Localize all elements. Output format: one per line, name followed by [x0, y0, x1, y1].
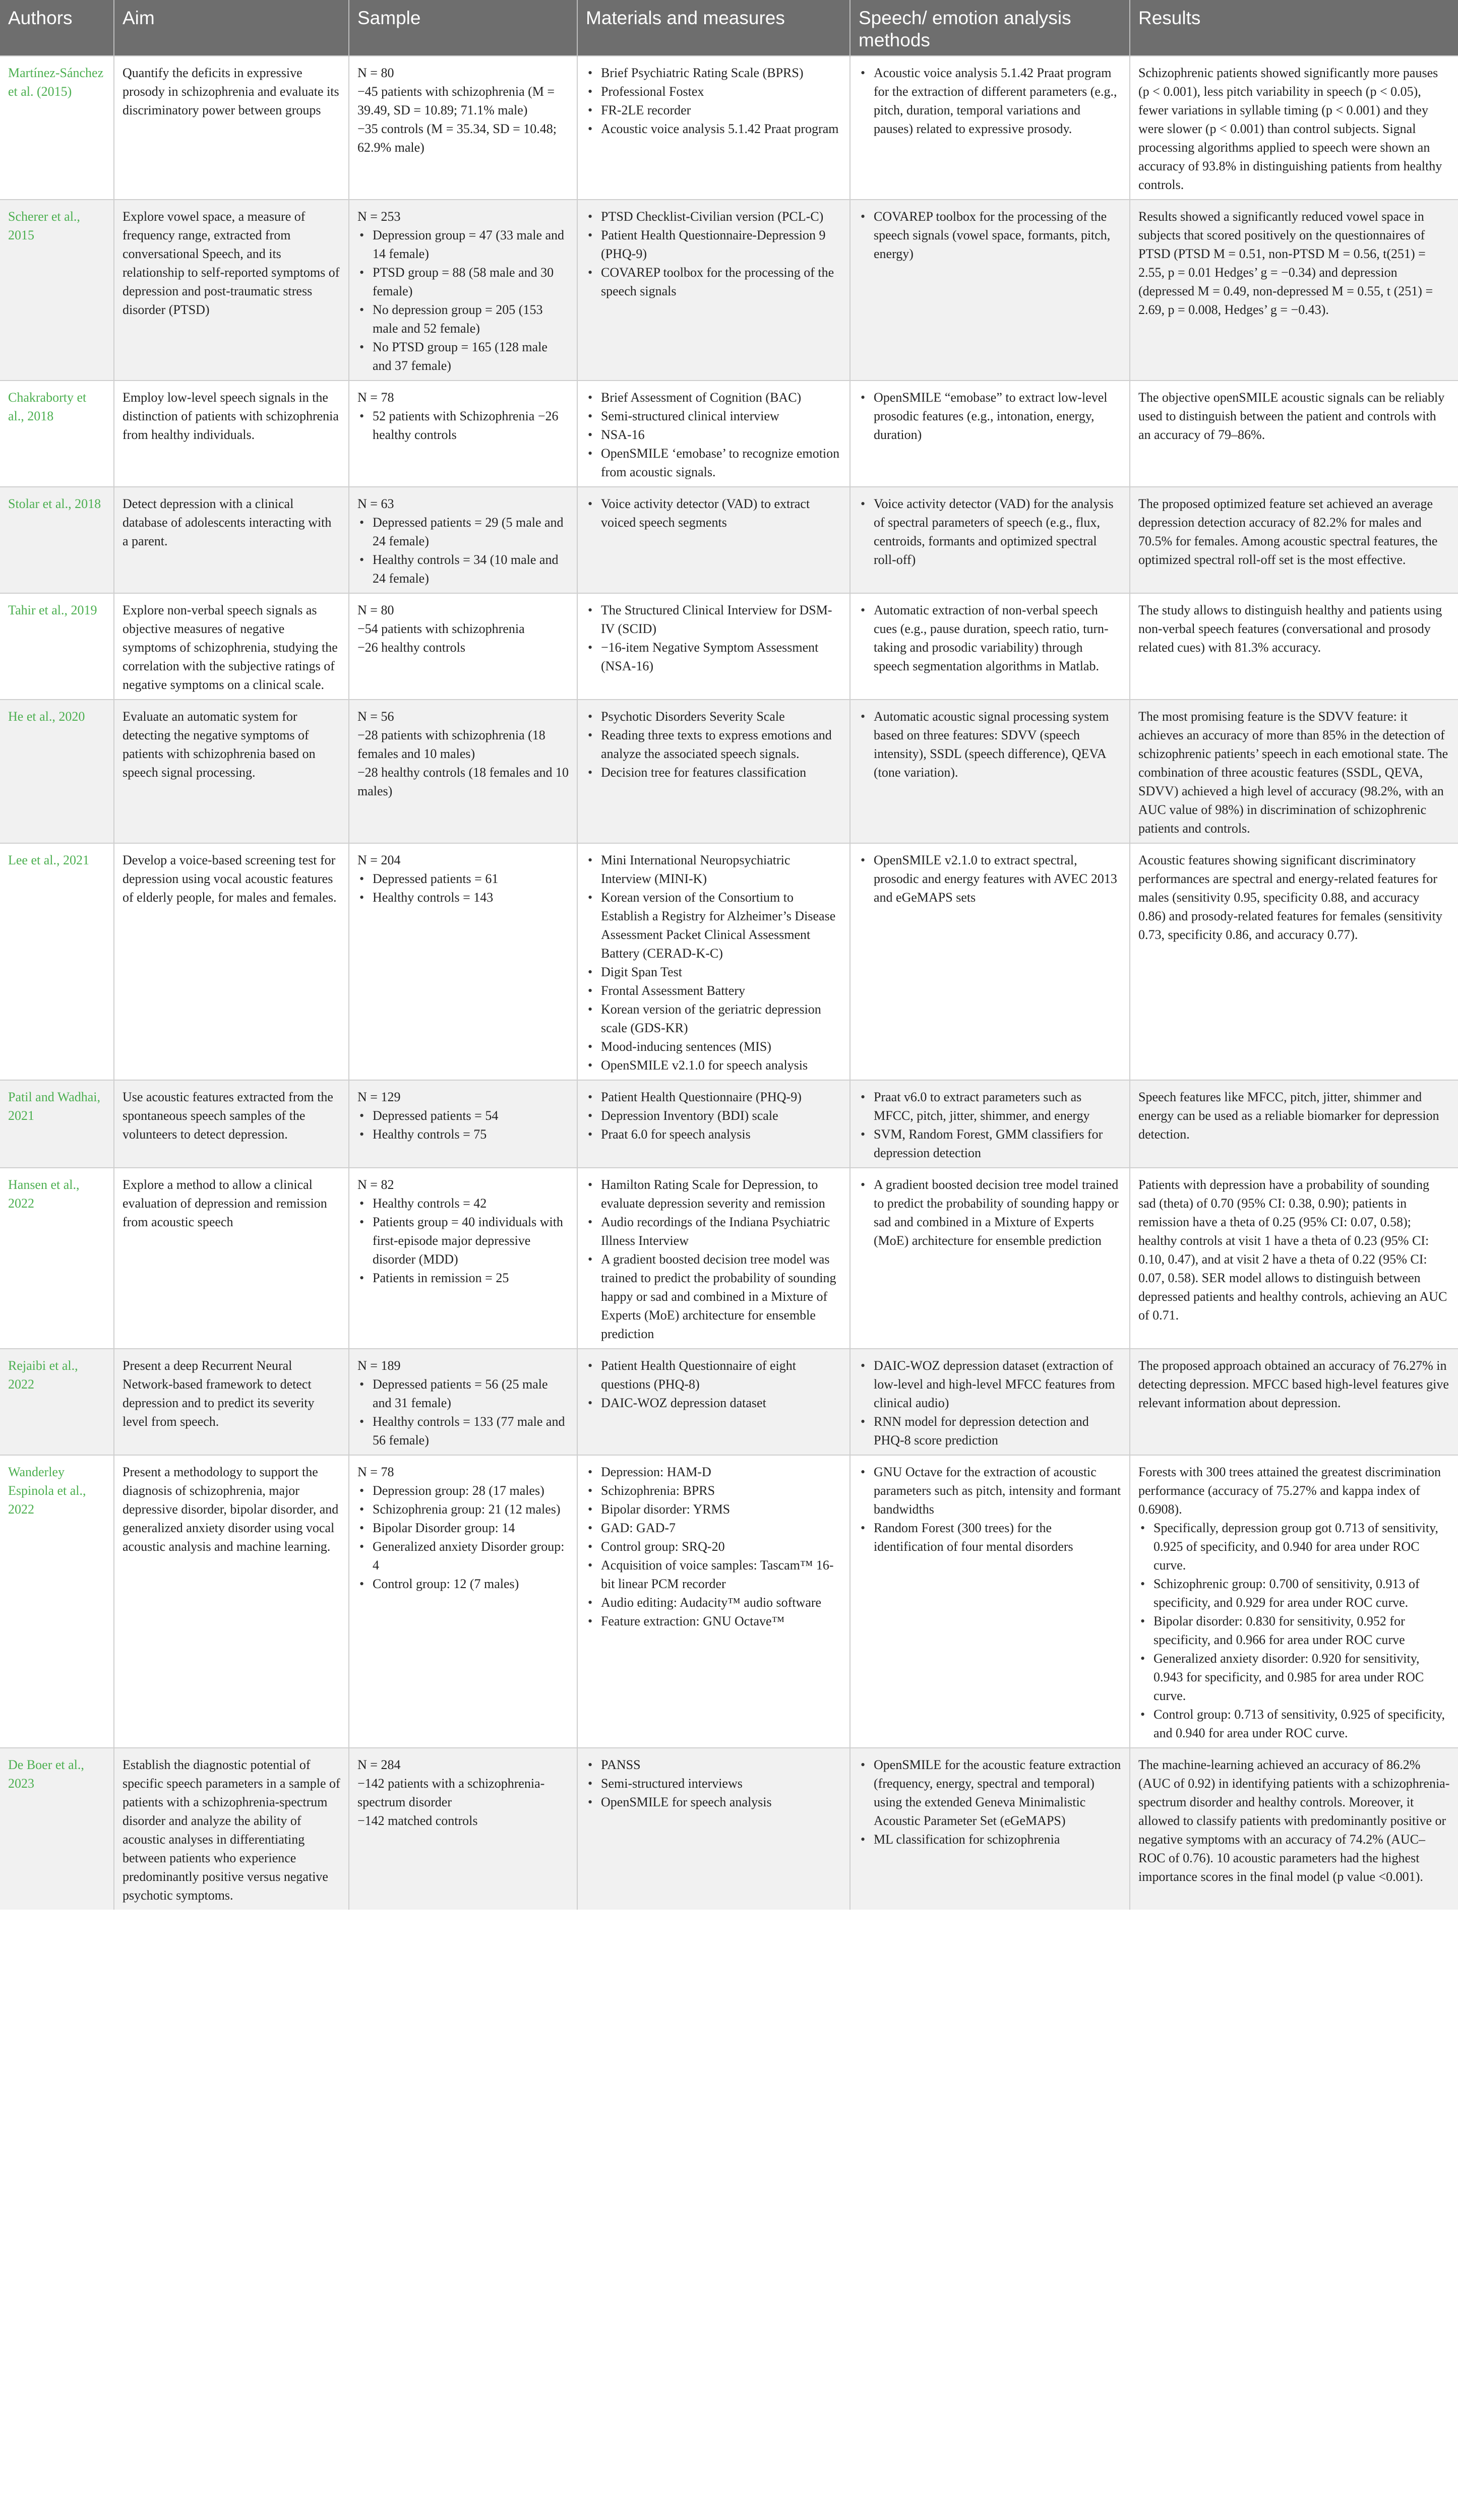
material-list: [586, 601, 841, 675]
material-item: • Decision tree for features classification: [601, 763, 841, 782]
cell-sample: [349, 1168, 577, 1349]
cell-results: [1130, 1748, 1458, 1910]
cell-results: [1130, 487, 1458, 593]
cell-sample: [349, 1349, 577, 1455]
material-item: • Control group: SRQ-20: [601, 1537, 841, 1556]
method-item: • RNN model for depression detection and PHQ-8 score prediction: [874, 1412, 1121, 1450]
cell-materials: [577, 200, 850, 381]
cell-results: [1130, 200, 1458, 381]
material-item: • GAD: GAD-7: [601, 1519, 841, 1537]
sample-item: • Generalized anxiety Disorder group: 4: [373, 1537, 569, 1574]
cell-methods: [850, 1168, 1130, 1349]
result-text: The proposed optimized feature set achieved an average depression detection accuracy of 82.2% for males and 70.5% for females. Among acoustic spectral features, the optimized spectral roll-off set is the most effective.: [1138, 496, 1438, 567]
table-row: [0, 1455, 1458, 1748]
cell-aim: Establish the diagnostic potential of specific speech parameters in a sample of patients with a schizophrenia-spectrum disorder and analyze the ability of acoustic analyses in differentiating between patients who experience predominantly positive versus negative psychotic symptoms.: [114, 1748, 349, 1910]
table-row: [0, 700, 1458, 843]
cell-author[interactable]: Scherer et al., 2015: [8, 209, 80, 242]
table-row: [0, 1080, 1458, 1168]
method-item: • Automatic extraction of non-verbal speech cues (e.g., pause duration, speech ratio, turn-taking and prosodic variability) through speech segmentation algorithms in Matlab.: [874, 601, 1121, 675]
sample-list: [357, 513, 569, 588]
cell-aim: Detect depression with a clinical database of adolescents interacting with a parent.: [114, 487, 349, 593]
cell-author[interactable]: Hansen et al., 2022: [8, 1177, 80, 1211]
result-text: Schizophrenic patients showed significantly more pauses (p < 0.001), less pitch variability in speech (p < 0.05), fewer variations in syllable timing (p < 0.001) and they were slower (p < 0.001) than control subjects. Signal processing algorithms applied to speech were shown an accuracy of 93.8% in distinguishing patients from healthy controls.: [1138, 66, 1442, 192]
method-item: • Voice activity detector (VAD) for the analysis of spectral parameters of speech (e.g., flux, centroids, formants and optimized spectral roll-off): [874, 494, 1121, 569]
method-list: [859, 601, 1121, 675]
cell-aim: Evaluate an automatic system for detecting the negative symptoms of patients with schizophrenia based on speech signal processing.: [114, 700, 349, 843]
cell-materials: [577, 487, 850, 593]
cell-materials: [577, 1455, 850, 1748]
sample-item: • Depressed patients = 29 (5 male and 24 female): [373, 513, 569, 550]
cell-author[interactable]: Lee et al., 2021: [8, 853, 89, 867]
table-header-row: [0, 0, 1458, 56]
material-item: • OpenSMILE v2.1.0 for speech analysis: [601, 1056, 841, 1075]
cell-author[interactable]: De Boer et al., 2023: [8, 1757, 84, 1791]
sample-item: • Schizophrenia group: 21 (12 males): [373, 1500, 569, 1519]
cell-aim: Quantify the deficits in expressive prosody in schizophrenia and evaluate its discriminatory power between groups: [114, 56, 349, 200]
table-row: [0, 843, 1458, 1080]
result-text: Speech features like MFCC, pitch, jitter, shimmer and energy can be used as a reliable biomarker for depression detection.: [1138, 1090, 1439, 1142]
cell-sample: [349, 56, 577, 200]
method-list: [859, 1463, 1121, 1556]
material-list: [586, 1755, 841, 1811]
header-authors: Authors: [8, 8, 73, 28]
sample-line: N = 284: [357, 1757, 401, 1772]
cell-results: [1130, 1349, 1458, 1455]
sample-list: [357, 1194, 569, 1287]
material-item: • Voice activity detector (VAD) to extract voiced speech segments: [601, 494, 841, 532]
result-item: • Control group: 0.713 of sensitivity, 0.925 of specificity, and 0.940 for area under ROC curve.: [1153, 1705, 1450, 1742]
material-item: • COVAREP toolbox for the processing of the speech signals: [601, 263, 841, 300]
method-item: • GNU Octave for the extraction of acoustic parameters such as pitch, intensity and formant bandwidths: [874, 1463, 1121, 1519]
cell-aim: Explore non-verbal speech signals as objective measures of negative symptoms of schizophrenia, studying the correlation with the subjective ratings of negative symptoms on a clinical scale.: [114, 593, 349, 700]
result-item: • Generalized anxiety disorder: 0.920 for sensitivity, 0.943 for specificity, and 0.985 for area under ROC curve.: [1153, 1649, 1450, 1705]
sample-item: • Bipolar Disorder group: 14: [373, 1519, 569, 1537]
material-item: • Reading three texts to express emotions and analyze the associated speech signals.: [601, 726, 841, 763]
header-sample: Sample: [349, 0, 577, 56]
method-item: • Praat v6.0 to extract parameters such as MFCC, pitch, jitter, shimmer, and energy: [874, 1088, 1121, 1125]
sample-intro: N = 129: [357, 1090, 401, 1104]
material-item: • Patient Health Questionnaire (PHQ-9): [601, 1088, 841, 1106]
cell-sample: [349, 1080, 577, 1168]
sample-item: • Depression group = 47 (33 male and 14 female): [373, 226, 569, 263]
sample-list: [357, 226, 569, 375]
result-text: Patients with depression have a probability of sounding sad (theta) of 0.70 (95% CI: 0.38, 0.90); patients in remission have a theta of 0.25 (95% CI: 0.07, 0.58); healthy controls at visit 1 have a theta of 0.23 (95% CI: 0.10, 0.47), and at visit 2 have a theta of 0.22 (95% CI: 0.07, 0.58). SER model allows to distinguish between depressed patients and healthy controls, achieving an AUC of 0.71.: [1138, 1177, 1447, 1322]
cell-methods: [850, 381, 1130, 487]
method-item: • DAIC-WOZ depression dataset (extraction of low-level and high-level MFCC features from clinical audio): [874, 1356, 1121, 1412]
material-list: [586, 707, 841, 782]
table-row: [0, 381, 1458, 487]
table-row: [0, 1349, 1458, 1455]
sample-lines: [357, 707, 569, 800]
cell-materials: [577, 1748, 850, 1910]
sample-item: • Healthy controls = 34 (10 male and 24 female): [373, 550, 569, 588]
cell-aim: Use acoustic features extracted from the spontaneous speech samples of the volunteers to detect depression.: [114, 1080, 349, 1168]
table-row: [0, 593, 1458, 700]
material-list: [586, 64, 841, 138]
cell-methods: [850, 200, 1130, 381]
material-list: [586, 207, 841, 300]
cell-aim: Employ low-level speech signals in the distinction of patients with schizophrenia from healthy individuals.: [114, 381, 349, 487]
cell-materials: [577, 843, 850, 1080]
sample-item: • Healthy controls = 143: [373, 888, 569, 907]
cell-aim: Develop a voice-based screening test for depression using vocal acoustic features of elderly people, for males and females.: [114, 843, 349, 1080]
cell-results: [1130, 1455, 1458, 1748]
sample-item: • No depression group = 205 (153 male and 52 female): [373, 300, 569, 338]
method-list: [859, 707, 1121, 782]
material-item: • OpenSMILE for speech analysis: [601, 1793, 841, 1811]
table-row: [0, 200, 1458, 381]
material-item: • PANSS: [601, 1755, 841, 1774]
sample-item: • Patients group = 40 individuals with first-episode major depressive disorder (MDD): [373, 1213, 569, 1269]
method-item: • Acoustic voice analysis 5.1.42 Praat program for the extraction of different parameters (e.g., pitch, duration, temporal variations and pauses) related to expressive prosody.: [874, 64, 1121, 138]
cell-materials: [577, 381, 850, 487]
sample-item: • Depression group: 28 (17 males): [373, 1481, 569, 1500]
sample-intro: N = 78: [357, 390, 394, 405]
sample-intro: N = 189: [357, 1358, 401, 1373]
table-row: [0, 1748, 1458, 1910]
cell-materials: [577, 56, 850, 200]
material-item: • −16-item Negative Symptom Assessment (NSA-16): [601, 638, 841, 675]
result-text: The machine-learning achieved an accuracy of 86.2% (AUC of 0.92) in identifying patients with a schizophrenia-spectrum disorder and healthy controls. Moreover, it allowed to classify patients with predominantly positive or negative symptoms with an accuracy of 74.2% (AUC–ROC of 0.76). 10 acoustic parameters had the highest importance scores in the final model (p value <0.001).: [1138, 1757, 1450, 1884]
material-item: • Psychotic Disorders Severity Scale: [601, 707, 841, 726]
material-list: [586, 851, 841, 1075]
method-list: [859, 851, 1121, 907]
material-item: • Professional Fostex: [601, 82, 841, 101]
material-list: [586, 494, 841, 532]
material-item: • Digit Span Test: [601, 963, 841, 981]
cell-results: [1130, 381, 1458, 487]
method-list: [859, 1088, 1121, 1162]
method-item: • OpenSMILE “emobase” to extract low-level prosodic features (e.g., intonation, energy, duration): [874, 388, 1121, 444]
sample-list: [357, 869, 569, 907]
material-item: • Frontal Assessment Battery: [601, 981, 841, 1000]
sample-item: • Depressed patients = 56 (25 male and 31 female): [373, 1375, 569, 1412]
cell-materials: [577, 593, 850, 700]
method-item: • Automatic acoustic signal processing system based on three features: SDVV (speech intensity), SSDL (speech difference), QEVA (tone variation).: [874, 707, 1121, 782]
material-item: • Acoustic voice analysis 5.1.42 Praat program: [601, 119, 841, 138]
sample-item: • PTSD group = 88 (58 male and 30 female): [373, 263, 569, 300]
cell-materials: [577, 700, 850, 843]
cell-results: [1130, 1168, 1458, 1349]
cell-sample: [349, 381, 577, 487]
method-item: • Random Forest (300 trees) for the identification of four mental disorders: [874, 1519, 1121, 1556]
material-item: • Mini International Neuropsychiatric Interview (MINI-K): [601, 851, 841, 888]
method-item: • OpenSMILE v2.1.0 to extract spectral, prosodic and energy features with AVEC 2013 and eGeMAPS sets: [874, 851, 1121, 907]
material-item: • Hamilton Rating Scale for Depression, to evaluate depression severity and remission: [601, 1175, 841, 1213]
material-item: • The Structured Clinical Interview for DSM-IV (SCID): [601, 601, 841, 638]
cell-author[interactable]: Patil and Wadhai, 2021: [8, 1090, 101, 1123]
method-item: • COVAREP toolbox for the processing of the speech signals (vowel space, formants, pitch, energy): [874, 207, 1121, 263]
cell-aim: Explore a method to allow a clinical evaluation of depression and remission from acoustic speech: [114, 1168, 349, 1349]
material-item: • Patient Health Questionnaire-Depression 9 (PHQ-9): [601, 226, 841, 263]
sample-line: −28 patients with schizophrenia (18 females and 10 males): [357, 728, 545, 761]
sample-list: [357, 1375, 569, 1450]
cell-results: [1130, 843, 1458, 1080]
cell-author[interactable]: Martínez-Sánchez et al. (2015): [8, 66, 104, 99]
cell-sample: [349, 1455, 577, 1748]
result-text: Acoustic features showing significant discriminatory performances are spectral and energy-related features for males (sensitivity 0.95, specificity 0.88, and accuracy 0.86) and prosody-related features for females (sensitivity 0.73, specificity 0.86, and accuracy 0.77).: [1138, 853, 1442, 942]
cell-methods: [850, 700, 1130, 843]
sample-list: [357, 407, 569, 444]
header-methods: Speech/ emotion analysis methods: [850, 0, 1130, 56]
material-item: • OpenSMILE ‘emobase’ to recognize emotion from acoustic signals.: [601, 444, 841, 481]
sample-list: [357, 1106, 569, 1144]
sample-line: N = 80: [357, 603, 394, 617]
material-item: • Mood-inducing sentences (MIS): [601, 1037, 841, 1056]
material-item: • Brief Assessment of Cognition (BAC): [601, 388, 841, 407]
material-item: • Audio editing: Audacity™ audio software: [601, 1593, 841, 1612]
method-list: [859, 1356, 1121, 1450]
header-aim: Aim: [114, 0, 349, 56]
header-results: Results: [1130, 0, 1458, 56]
cell-methods: [850, 843, 1130, 1080]
cell-author[interactable]: He et al., 2020: [8, 709, 85, 724]
material-item: • Korean version of the geriatric depression scale (GDS-KR): [601, 1000, 841, 1037]
cell-results: [1130, 56, 1458, 200]
material-item: • Feature extraction: GNU Octave™: [601, 1612, 841, 1630]
sample-list: [357, 1481, 569, 1593]
cell-author[interactable]: Stolar et al., 2018: [8, 496, 101, 511]
table-body: [0, 56, 1458, 1910]
sample-item: • Depressed patients = 54: [373, 1106, 569, 1125]
cell-methods: [850, 1080, 1130, 1168]
cell-author[interactable]: Chakraborty et al., 2018: [8, 390, 87, 423]
material-item: • A gradient boosted decision tree model was trained to predict the probability of sounding happy or sad and combined in a Mixture of Experts (MoE) architecture for ensemble prediction: [601, 1250, 841, 1343]
method-item: • A gradient boosted decision tree model trained to predict the probability of sounding happy or sad and combined in a Mixture of Experts (MoE) architecture for ensemble prediction: [874, 1175, 1121, 1250]
cell-aim: Explore vowel space, a measure of frequency range, extracted from conversational Speech, and its relationship to self-reported symptoms of depression and post-traumatic stress disorder (PTSD): [114, 200, 349, 381]
cell-sample: [349, 843, 577, 1080]
material-item: • Brief Psychiatric Rating Scale (BPRS): [601, 64, 841, 82]
cell-methods: [850, 1349, 1130, 1455]
material-item: • DAIC-WOZ depression dataset: [601, 1394, 841, 1412]
sample-item: • Healthy controls = 75: [373, 1125, 569, 1144]
method-list: [859, 1755, 1121, 1849]
cell-methods: [850, 56, 1130, 200]
cell-results: [1130, 1080, 1458, 1168]
cell-author[interactable]: Rejaibi et al., 2022: [8, 1358, 78, 1392]
sample-line: −45 patients with schizophrenia (M = 39.49, SD = 10.89; 71.1% male): [357, 84, 555, 117]
table-row: [0, 487, 1458, 593]
cell-aim: Present a deep Recurrent Neural Network-based framework to detect depression and to predict its severity level from speech.: [114, 1349, 349, 1455]
table-row: [0, 1168, 1458, 1349]
cell-methods: [850, 593, 1130, 700]
cell-methods: [850, 1748, 1130, 1910]
cell-results: [1130, 593, 1458, 700]
material-item: • Patient Health Questionnaire of eight questions (PHQ-8): [601, 1356, 841, 1394]
method-item: • OpenSMILE for the acoustic feature extraction (frequency, energy, spectral and temporal) using the extended Geneva Minimalistic Acoustic Parameter Set (eGeMAPS): [874, 1755, 1121, 1830]
sample-item: • Control group: 12 (7 males): [373, 1574, 569, 1593]
cell-results: [1130, 700, 1458, 843]
result-item: • Bipolar disorder: 0.830 for sensitivity, 0.952 for specificity, and 0.966 for area under ROC curve: [1153, 1612, 1450, 1649]
material-item: • Audio recordings of the Indiana Psychiatric Illness Interview: [601, 1213, 841, 1250]
sample-lines: [357, 64, 569, 157]
sample-intro: N = 63: [357, 496, 394, 511]
method-list: [859, 1175, 1121, 1250]
cell-sample: [349, 1748, 577, 1910]
cell-methods: [850, 487, 1130, 593]
result-text: Results showed a significantly reduced vowel space in subjects that scored positively on the questionnaires of PTSD (PTSD M = 0.51, non-PTSD M = 0.56, t(251) = 2.55, p = 0.01 Hedges’ g = −0.34) and depression (depressed M = 0.49, non-depressed M = 0.55, t (251) = 2.69, p = 0.008, Hedges’ g = −0.43).: [1138, 209, 1433, 317]
result-intro: Forests with 300 trees attained the greatest discrimination performance (accuracy of 75.27% and kappa index of 0.6908).: [1138, 1465, 1441, 1517]
cell-materials: [577, 1080, 850, 1168]
material-list: [586, 1463, 841, 1630]
material-item: • FR-2LE recorder: [601, 101, 841, 119]
table-row: [0, 56, 1458, 200]
method-list: [859, 64, 1121, 138]
sample-line: −28 healthy controls (18 females and 10 males): [357, 765, 569, 798]
cell-sample: [349, 593, 577, 700]
material-item: • Depression Inventory (BDI) scale: [601, 1106, 841, 1125]
material-item: • Schizophrenia: BPRS: [601, 1481, 841, 1500]
material-item: • NSA-16: [601, 425, 841, 444]
result-text: The objective openSMILE acoustic signals can be reliably used to distinguish between the patient and controls with an accuracy of 79–86%.: [1138, 390, 1445, 442]
material-item: • Semi-structured interviews: [601, 1774, 841, 1793]
material-list: [586, 1356, 841, 1412]
sample-intro: N = 78: [357, 1465, 394, 1479]
result-text: The proposed approach obtained an accuracy of 76.27% in detecting depression. MFCC based high-level features give relevant information about depression.: [1138, 1358, 1449, 1410]
sample-line: −54 patients with schizophrenia: [357, 621, 525, 636]
sample-item: • Patients in remission = 25: [373, 1269, 569, 1287]
method-list: [859, 388, 1121, 444]
sample-line: N = 80: [357, 66, 394, 80]
cell-aim: Present a methodology to support the diagnosis of schizophrenia, major depressive disorder, bipolar disorder, and generalized anxiety disorder using vocal acoustic analysis and machine learning.: [114, 1455, 349, 1748]
cell-author[interactable]: Tahir et al., 2019: [8, 603, 97, 617]
sample-item: • Depressed patients = 61: [373, 869, 569, 888]
cell-sample: [349, 200, 577, 381]
material-list: [586, 1088, 841, 1144]
cell-methods: [850, 1455, 1130, 1748]
material-item: • Bipolar disorder: YRMS: [601, 1500, 841, 1519]
result-item: • Specifically, depression group got 0.713 of sensitivity, 0.925 of specificity, and 0.940 for area under ROC curve.: [1153, 1519, 1450, 1574]
sample-line: −142 matched controls: [357, 1813, 478, 1828]
material-list: [586, 1175, 841, 1343]
material-item: • Semi-structured clinical interview: [601, 407, 841, 425]
method-list: [859, 207, 1121, 263]
sample-item: • Healthy controls = 42: [373, 1194, 569, 1213]
sample-line: −26 healthy controls: [357, 640, 465, 655]
material-item: • Praat 6.0 for speech analysis: [601, 1125, 841, 1144]
result-list: [1138, 1519, 1450, 1742]
cell-author[interactable]: Wanderley Espinola et al., 2022: [8, 1465, 86, 1517]
sample-line: −142 patients with a schizophrenia-spectrum disorder: [357, 1776, 545, 1809]
cell-sample: [349, 700, 577, 843]
sample-intro: N = 82: [357, 1177, 394, 1192]
cell-materials: [577, 1349, 850, 1455]
material-item: • Depression: HAM-D: [601, 1463, 841, 1481]
method-item: • SVM, Random Forest, GMM classifiers for depression detection: [874, 1125, 1121, 1162]
material-list: [586, 388, 841, 481]
method-item: • ML classification for schizophrenia: [874, 1830, 1121, 1849]
sample-item: • 52 patients with Schizophrenia −26 healthy controls: [373, 407, 569, 444]
result-item: • Schizophrenic group: 0.700 of sensitivity, 0.913 of specificity, and 0.929 for area under ROC curve.: [1153, 1574, 1450, 1612]
sample-line: −35 controls (M = 35.34, SD = 10.48; 62.9% male): [357, 121, 557, 155]
sample-intro: N = 204: [357, 853, 401, 867]
sample-line: N = 56: [357, 709, 394, 724]
sample-item: • No PTSD group = 165 (128 male and 37 female): [373, 338, 569, 375]
material-item: • Korean version of the Consortium to Establish a Registry for Alzheimer’s Disease Assessment Packet Clinical Assessment Battery (CERAD-K-C): [601, 888, 841, 963]
sample-lines: [357, 601, 569, 657]
material-item: • Acquisition of voice samples: Tascam™ 16-bit linear PCM recorder: [601, 1556, 841, 1593]
result-text: The study allows to distinguish healthy and patients using non-verbal speech features (conversational and prosody related cues) with 81.3% accuracy.: [1138, 603, 1442, 655]
sample-item: • Healthy controls = 133 (77 male and 56 female): [373, 1412, 569, 1450]
result-text: The most promising feature is the SDVV feature: it achieves an accuracy of more than 85% in the detection of schizophrenic patients’ speech in each emotional state. The combination of three acoustic features (SSDL, QEVA, SDVV) achieved a high level of accuracy (98.2%, with an AUC value of 98%) in discrimination of schizophrenic patients and controls.: [1138, 709, 1448, 836]
cell-sample: [349, 487, 577, 593]
cell-materials: [577, 1168, 850, 1349]
material-item: • PTSD Checklist-Civilian version (PCL-C): [601, 207, 841, 226]
header-materials: Materials and measures: [577, 0, 850, 56]
sample-intro: N = 253: [357, 209, 401, 224]
method-list: [859, 494, 1121, 569]
sample-lines: [357, 1755, 569, 1830]
